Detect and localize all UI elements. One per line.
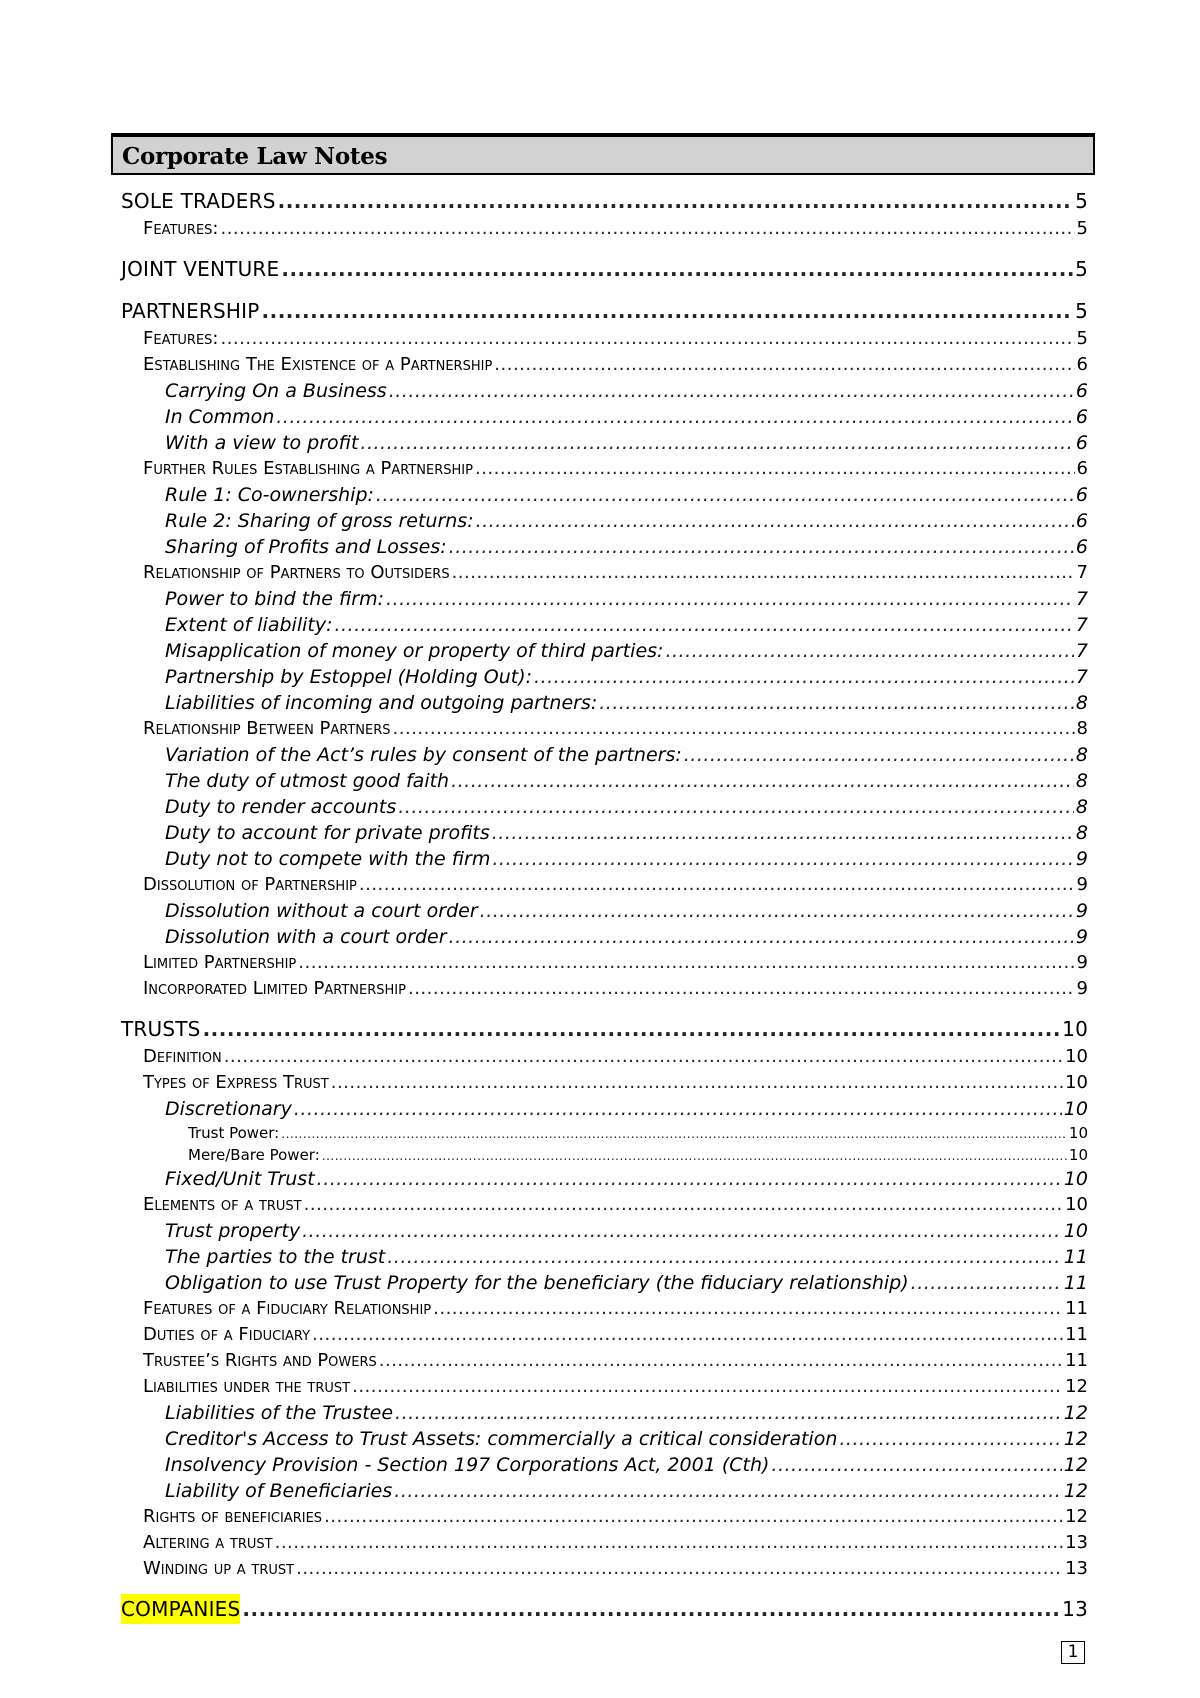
toc-entry[interactable] (165, 1270, 1088, 1296)
toc-leader-dots (302, 1218, 1062, 1244)
toc-entry[interactable] (165, 586, 1088, 612)
toc-leader-dots (312, 1322, 1063, 1348)
toc-leader-dots (262, 296, 1074, 326)
toc-entry-title: The duty of utmost good faith (165, 770, 450, 792)
toc-leader-dots (911, 1270, 1062, 1296)
toc-entry-title: Duty not to compete with the firm (165, 848, 491, 870)
toc-leader-dots (449, 924, 1074, 950)
toc-leader-dots (452, 560, 1075, 586)
toc-leader-dots (281, 254, 1073, 284)
toc-entry-title: Definition (143, 1046, 222, 1067)
toc-entry[interactable] (165, 690, 1088, 716)
toc-entry[interactable] (165, 638, 1088, 664)
toc-leader-dots (224, 1044, 1063, 1070)
toc-entry-page: 7 (1075, 614, 1088, 636)
toc-entry-page: 10 (1068, 1124, 1088, 1142)
toc-entry[interactable] (143, 1348, 1088, 1374)
toc-entry-page: 6 (1076, 458, 1088, 479)
toc-entry[interactable] (165, 1166, 1088, 1192)
toc-entry-page: 11 (1065, 1298, 1088, 1319)
toc-entry[interactable] (143, 976, 1088, 1002)
toc-entry-title: Liabilities of incoming and outgoing partners: (165, 692, 598, 714)
toc-entry-title: Mere/Bare Power: (188, 1146, 320, 1164)
toc-leader-dots (393, 716, 1075, 742)
toc-entry[interactable] (143, 352, 1088, 378)
toc-leader-dots (408, 976, 1075, 1002)
toc-entry[interactable] (143, 326, 1088, 352)
toc-entry[interactable] (143, 716, 1088, 742)
toc-entry[interactable] (165, 1426, 1088, 1452)
toc-entry[interactable] (165, 534, 1088, 560)
toc-leader-dots (296, 1556, 1063, 1582)
toc-entry[interactable] (143, 1556, 1088, 1582)
toc-entry-title: In Common (165, 406, 275, 428)
toc-entry-title: Rule 2: Sharing of gross returns: (165, 510, 474, 532)
toc-entry[interactable] (165, 1096, 1088, 1122)
toc-entry-page: 10 (1062, 1017, 1088, 1041)
toc-leader-dots (334, 612, 1073, 638)
toc-entry-title: Dissolution of Partnership (143, 874, 357, 895)
toc-entry-page: 6 (1075, 510, 1088, 532)
toc-entry-title: Trust property (165, 1220, 301, 1242)
toc-leader-dots (278, 186, 1073, 216)
toc-entry[interactable] (165, 1400, 1088, 1426)
toc-entry-page: 5 (1075, 257, 1088, 281)
toc-leader-dots (480, 898, 1074, 924)
toc-entry-page: 10 (1063, 1220, 1088, 1242)
toc-entry-page: 10 (1063, 1098, 1088, 1120)
toc-entry[interactable] (121, 296, 1088, 326)
toc-leader-dots (331, 1070, 1063, 1096)
toc-entry-page: 11 (1065, 1324, 1088, 1345)
toc-entry-title: Altering a trust (143, 1532, 273, 1553)
document-title: Corporate Law Notes (122, 143, 388, 170)
toc-entry[interactable] (121, 1014, 1088, 1044)
toc-entry[interactable] (165, 898, 1088, 924)
toc-leader-dots (684, 742, 1074, 768)
toc-entry-title: Trustee’s Rights and Powers (143, 1350, 377, 1371)
toc-entry-page: 5 (1075, 189, 1088, 213)
toc-leader-dots (220, 216, 1074, 242)
toc-leader-dots (386, 586, 1074, 612)
toc-entry-page: 9 (1076, 952, 1088, 973)
toc-entry-title: PARTNERSHIP (121, 299, 260, 323)
toc-entry[interactable] (165, 846, 1088, 872)
toc-entry-title: Discretionary (165, 1098, 292, 1120)
toc-leader-dots (395, 1400, 1062, 1426)
toc-entry-title: Dissolution with a court order (165, 926, 447, 948)
toc-leader-dots (294, 1096, 1062, 1122)
toc-leader-dots (534, 664, 1074, 690)
toc-entry-title: Incorporated Limited Partnership (143, 978, 406, 999)
toc-entry-title: Relationship of Partners to Outsiders (143, 562, 450, 583)
toc-entry[interactable] (143, 1530, 1088, 1556)
toc-leader-dots (203, 1014, 1061, 1044)
toc-entry-page: 9 (1076, 874, 1088, 895)
toc-entry-page: 7 (1076, 562, 1088, 583)
toc-entry-title: Carrying On a Business (165, 380, 387, 402)
toc-entry-title: Misapplication of money or property of third parties: (165, 640, 664, 662)
toc-entry-title: Creditor's Access to Trust Assets: commercially a critical consideration (165, 1428, 838, 1450)
toc-entry-page: 8 (1075, 744, 1088, 766)
toc-leader-dots (771, 1452, 1061, 1478)
toc-entry[interactable] (165, 378, 1088, 404)
page-number: 1 (1061, 1641, 1085, 1664)
toc-entry[interactable] (165, 430, 1088, 456)
toc-entry-page: 10 (1068, 1146, 1088, 1164)
toc-leader-dots (476, 508, 1074, 534)
toc-entry-page: 12 (1065, 1506, 1088, 1527)
toc-entry-page: 10 (1063, 1168, 1088, 1190)
toc-entry-page: 7 (1075, 666, 1088, 688)
toc-leader-dots (281, 1123, 1067, 1145)
toc-entry[interactable] (143, 1504, 1088, 1530)
toc-entry-title: Dissolution without a court order (165, 900, 478, 922)
toc-entry-title: The parties to the trust (165, 1246, 386, 1268)
toc-entry-page: 12 (1065, 1376, 1088, 1397)
toc-leader-dots (492, 820, 1074, 846)
toc-entry-title: SOLE TRADERS (121, 189, 276, 213)
toc-leader-dots (387, 1244, 1062, 1270)
toc-entry-page: 8 (1075, 770, 1088, 792)
toc-entry[interactable] (143, 1296, 1088, 1322)
toc-leader-dots (433, 1296, 1063, 1322)
toc-entry-title: Trust Power: (188, 1124, 280, 1142)
toc-entry-page: 8 (1075, 692, 1088, 714)
toc-entry[interactable] (165, 1478, 1088, 1504)
toc-leader-dots (360, 430, 1074, 456)
toc-entry-page: 6 (1075, 432, 1088, 454)
toc-leader-dots (839, 1426, 1061, 1452)
toc-entry-title: Liabilities of the Trustee (165, 1402, 394, 1424)
toc-entry-page: 13 (1065, 1532, 1088, 1553)
toc-entry-title: Rule 1: Co-ownership: (165, 484, 374, 506)
toc-entry-page: 6 (1075, 484, 1088, 506)
toc-entry[interactable] (165, 1452, 1088, 1478)
toc-leader-dots (451, 768, 1074, 794)
toc-leader-dots (220, 326, 1074, 352)
toc-entry[interactable] (165, 612, 1088, 638)
toc-entry-page: 10 (1065, 1072, 1088, 1093)
toc-leader-dots (599, 690, 1074, 716)
toc-entry[interactable] (143, 950, 1088, 976)
toc-leader-dots (359, 872, 1075, 898)
toc-entry-page: 6 (1075, 536, 1088, 558)
toc-leader-dots (665, 638, 1073, 664)
toc-entry-page: 7 (1075, 588, 1088, 610)
toc-entry-page: 11 (1065, 1350, 1088, 1371)
toc-entry-page: 5 (1076, 218, 1088, 239)
toc-entry[interactable] (165, 768, 1088, 794)
toc-leader-dots (324, 1504, 1063, 1530)
toc-entry-title: Liability of Beneficiaries (165, 1480, 393, 1502)
toc-entry-page: 9 (1076, 978, 1088, 999)
toc-entry-title: Duty to render accounts (165, 796, 397, 818)
toc-entry-title: JOINT VENTURE (121, 257, 280, 281)
toc-entry-page: 5 (1076, 328, 1088, 349)
toc-entry-title: Duties of a Fiduciary (143, 1324, 311, 1345)
toc-entry-title: Elements of a trust (143, 1194, 302, 1215)
toc-entry-title: Types of Express Trust (143, 1072, 329, 1093)
toc-entry-title: Fixed/Unit Trust (165, 1168, 315, 1190)
toc-entry[interactable] (143, 1070, 1088, 1096)
toc-leader-dots (379, 1348, 1063, 1374)
toc-entry-page: 10 (1065, 1194, 1088, 1215)
toc-entry-page: 5 (1075, 299, 1088, 323)
toc-entry[interactable] (121, 254, 1088, 284)
toc-entry[interactable] (165, 1218, 1088, 1244)
toc-entry[interactable] (165, 742, 1088, 768)
toc-entry[interactable] (165, 924, 1088, 950)
toc-entry[interactable] (165, 404, 1088, 430)
toc-entry[interactable] (143, 1192, 1088, 1218)
toc-entry-title: Limited Partnership (143, 952, 297, 973)
toc-leader-dots (304, 1192, 1063, 1218)
toc-entry-page: 8 (1075, 822, 1088, 844)
toc-leader-dots (276, 404, 1074, 430)
toc-entry-page: 6 (1075, 380, 1088, 402)
toc-leader-dots (492, 846, 1074, 872)
toc-leader-dots (242, 1594, 1060, 1624)
toc-entry-page: 9 (1075, 848, 1088, 870)
toc-entry-page: 8 (1076, 718, 1088, 739)
toc-entry-page: 6 (1075, 406, 1088, 428)
toc-leader-dots (322, 1145, 1067, 1167)
toc-entry-title: Features of a Fiduciary Relationship (143, 1298, 432, 1319)
toc-entry-page: 8 (1075, 796, 1088, 818)
toc-entry[interactable] (143, 1322, 1088, 1348)
toc-leader-dots (275, 1530, 1063, 1556)
toc-entry[interactable] (143, 1044, 1088, 1070)
toc-leader-dots (298, 950, 1074, 976)
toc-entry-page: 9 (1075, 900, 1088, 922)
toc-entry[interactable] (143, 456, 1088, 482)
toc-entry-title: Power to bind the firm: (165, 588, 384, 610)
toc-entry-title: Features: (143, 328, 219, 349)
toc-entry[interactable] (121, 1594, 1088, 1624)
toc-entry-title: Establishing The Existence of a Partnership (143, 354, 493, 375)
toc-entry[interactable] (188, 1144, 1088, 1166)
toc-leader-dots (376, 482, 1074, 508)
toc-entry-title: Obligation to use Trust Property for the beneficiary (the fiduciary relationship) (165, 1272, 909, 1294)
toc-entry[interactable] (121, 186, 1088, 216)
toc-leader-dots (394, 1478, 1062, 1504)
toc-entry-page: 11 (1063, 1246, 1088, 1268)
toc-leader-dots (449, 534, 1074, 560)
toc-entry-title: Relationship Between Partners (143, 718, 391, 739)
toc-entry[interactable] (165, 664, 1088, 690)
toc-leader-dots (352, 1374, 1063, 1400)
toc-entry-title: Rights of beneficiaries (143, 1506, 323, 1527)
toc-entry-title: COMPANIES (121, 1594, 240, 1624)
toc-entry-page: 13 (1062, 1597, 1088, 1621)
toc-entry-page: 12 (1063, 1428, 1088, 1450)
toc-entry-title: Winding up a trust (143, 1558, 295, 1579)
toc-entry[interactable] (143, 216, 1088, 242)
toc-entry[interactable] (143, 560, 1088, 586)
toc-entry[interactable] (165, 482, 1088, 508)
toc-entry[interactable] (143, 872, 1088, 898)
toc-entry-title: Partnership by Estoppel (Holding Out): (165, 666, 533, 688)
toc-entry-title: TRUSTS (121, 1017, 201, 1041)
toc-entry-page: 12 (1063, 1454, 1088, 1476)
toc-entry-page: 10 (1065, 1046, 1088, 1067)
toc-entry-title: Further Rules Establishing a Partnership (143, 458, 473, 479)
toc-entry-page: 13 (1065, 1558, 1088, 1579)
toc-entry-title: Insolvency Provision - Section 197 Corporations Act, 2001 (Cth) (165, 1454, 770, 1476)
toc-entry[interactable] (188, 1122, 1088, 1144)
toc-entry-title: Variation of the Act’s rules by consent of the partners: (165, 744, 682, 766)
toc-entry[interactable] (165, 820, 1088, 846)
toc-leader-dots (398, 794, 1074, 820)
toc-entry-title: With a view to profit (165, 432, 359, 454)
toc-entry-page: 12 (1063, 1480, 1088, 1502)
toc-leader-dots (389, 378, 1074, 404)
toc-entry-title: Liabilities under the trust (143, 1376, 351, 1397)
toc-entry-title: Features: (143, 218, 219, 239)
toc-entry-page: 6 (1076, 354, 1088, 375)
toc-leader-dots (317, 1166, 1062, 1192)
toc-leader-dots (475, 456, 1075, 482)
toc-entry[interactable] (165, 794, 1088, 820)
toc-entry[interactable] (143, 1374, 1088, 1400)
toc-entry-page: 9 (1075, 926, 1088, 948)
toc-entry-page: 11 (1063, 1272, 1088, 1294)
toc-entry[interactable] (165, 508, 1088, 534)
toc-leader-dots (494, 352, 1074, 378)
toc-entry-title: Duty to account for private profits (165, 822, 490, 844)
toc-entry[interactable] (165, 1244, 1088, 1270)
toc-entry-page: 7 (1075, 640, 1088, 662)
toc-entry-page: 12 (1063, 1402, 1088, 1424)
toc-entry-title: Sharing of Profits and Losses: (165, 536, 447, 558)
toc-entry-title: Extent of liability: (165, 614, 333, 636)
